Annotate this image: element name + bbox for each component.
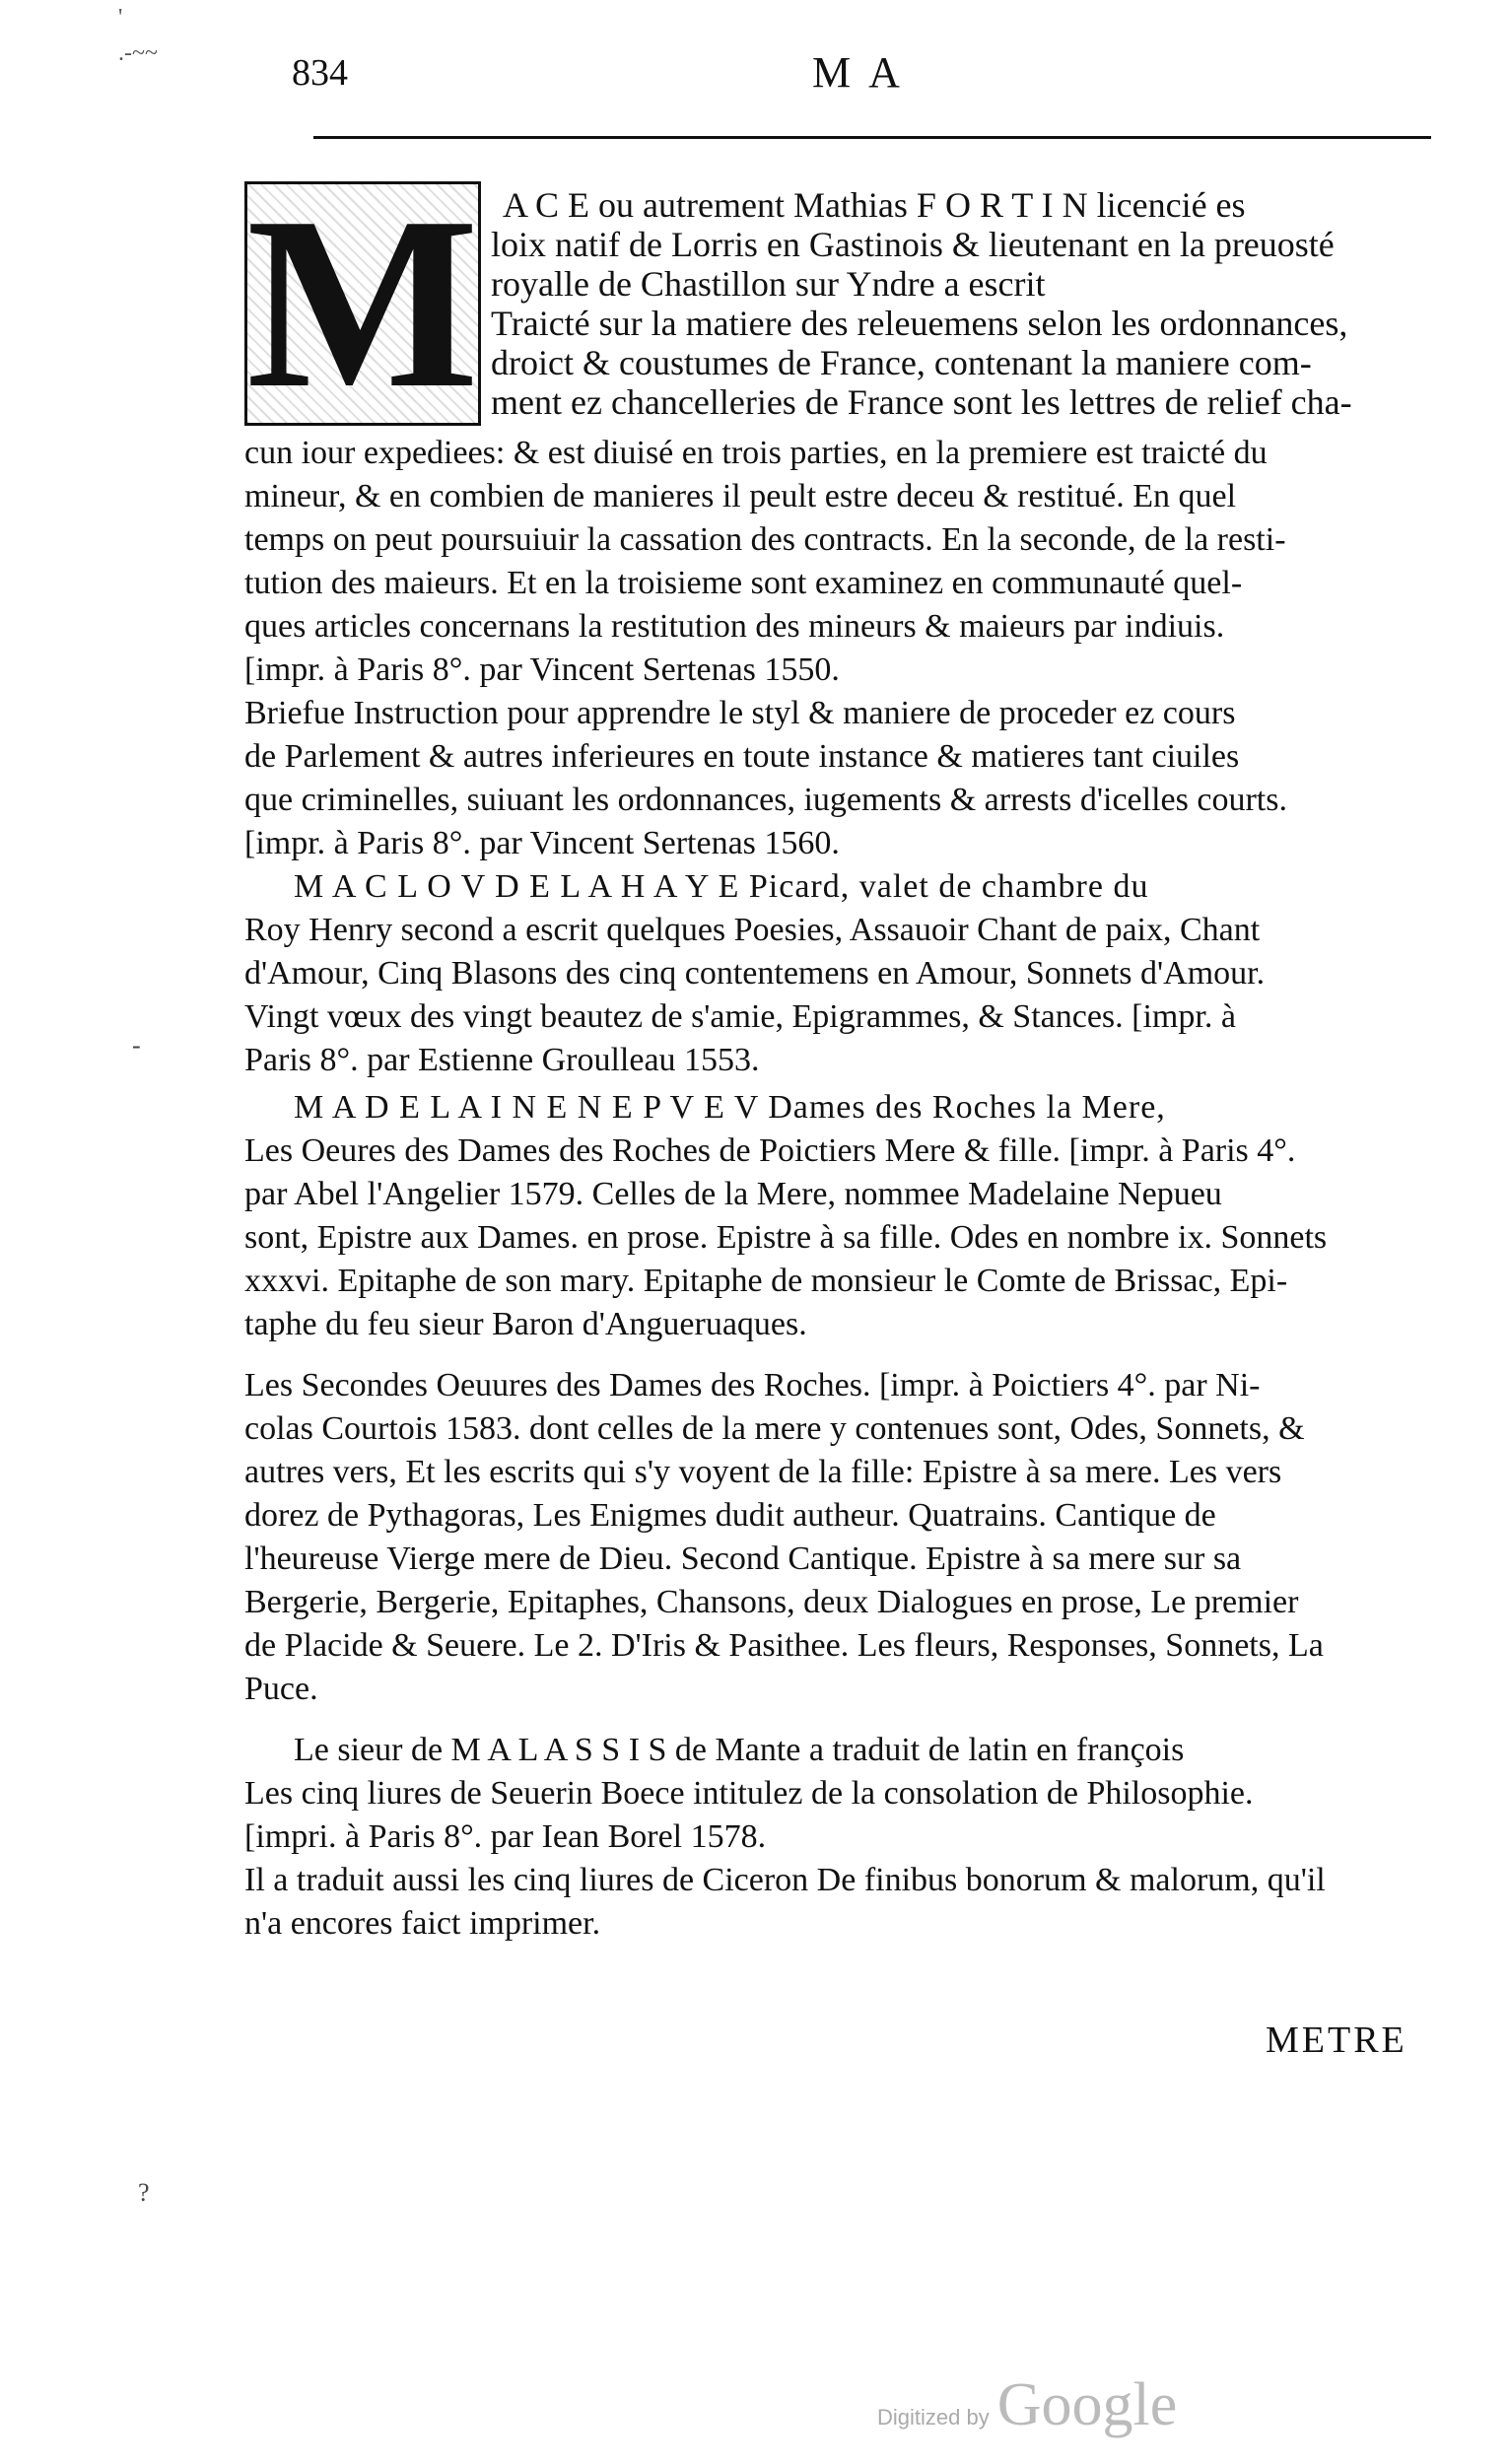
digitization-watermark <box>877 2370 1177 2440</box>
text-line: Roy Henry second a escrit quelques Poesies, Assauoir Chant de paix, Chant <box>244 912 1261 948</box>
text-line: par Abel l'Angelier 1579. Celles de la Mere, nommee Madelaine Nepueu <box>244 1176 1222 1212</box>
text-line: ques articles concernans la restitution des mineurs & maieurs par indiuis. <box>244 608 1225 645</box>
entry-heading-line: Le sieur de M A L A S S I S de Mante a traduit de latin en françois <box>294 1732 1185 1768</box>
stray-marks <box>118 0 158 71</box>
entry-heading-line: M A C L O V D E L A H A Y E Picard, valet de chambre du <box>294 868 1149 905</box>
text-line: dorez de Pythagoras, Les Enigmes dudit autheur. Quatrains. Cantique de <box>244 1497 1216 1534</box>
text-line: autres vers, Et les escrits qui s'y voyent de la fille: Epistre à sa mere. Les vers <box>244 1454 1282 1490</box>
text-line: taphe du feu sieur Baron d'Angueruaques. <box>244 1306 807 1342</box>
citation-line: [impr. à Paris 8°. par Vincent Sertenas 1550. <box>244 651 840 688</box>
text-line: n'a encores faict imprimer. <box>244 1905 601 1942</box>
citation-line: Paris 8°. par Estienne Groulleau 1553. <box>244 1042 760 1078</box>
catchword: METRE <box>1266 2019 1407 2061</box>
text-line: d'Amour, Cinq Blasons des cinq contentemens en Amour, Sonnets d'Amour. <box>244 955 1266 992</box>
drop-cap-letter: M <box>246 167 479 440</box>
text-line: Les Secondes Oeuures des Dames des Roches. [impr. à Poictiers 4°. par Ni- <box>244 1367 1261 1403</box>
margin-mark: ? <box>138 2178 150 2207</box>
text-line: Les cinq liures de Seuerin Boece intitulez de la consolation de Philosophie. <box>244 1775 1254 1812</box>
text-line: tution des maieurs. Et en la troisieme sont examinez en communauté quel- <box>244 565 1243 601</box>
text-line: A C E ou autrement Mathias F O R T I N licencié es <box>503 185 1246 225</box>
text-line: ment ez chancelleries de France sont les lettres de relief cha- <box>491 382 1352 422</box>
text-line: royalle de Chastillon sur Yndre a escrit <box>491 264 1046 304</box>
google-logo: Google <box>996 2371 1178 2438</box>
text-line: de Parlement & autres inferieures en toute instance & matieres tant ciuiles <box>244 738 1240 775</box>
text-line: Briefue Instruction pour apprendre le styl & maniere de proceder ez cours <box>244 695 1236 731</box>
citation-line: [impri. à Paris 8°. par Iean Borel 1578. <box>244 1818 767 1855</box>
running-head: MA <box>812 48 918 97</box>
header-rule <box>313 136 1431 139</box>
text-line: colas Courtois 1583. dont celles de la mere y contenues sont, Odes, Sonnets, & <box>244 1410 1305 1447</box>
text-line: de Placide & Seuere. Le 2. D'Iris & Pasithee. Les fleurs, Responses, Sonnets, La <box>244 1627 1324 1664</box>
margin-mark: - <box>132 1031 141 1060</box>
text-line: Traicté sur la matiere des releuemens selon les ordonnances, <box>491 304 1348 343</box>
text-line: que criminelles, suiuant les ordonnances, iugements & arrests d'icelles courts. <box>244 782 1287 818</box>
stray-mark: .-~~ <box>118 40 158 66</box>
text-line: mineur, & en combien de manieres il peult estre deceu & restitué. En quel <box>244 478 1237 514</box>
stray-mark: ' <box>118 5 123 31</box>
text-line: droict & coustumes de France, contenant la maniere com- <box>491 343 1312 382</box>
page-number: 834 <box>292 52 348 94</box>
watermark-prefix: Digitized by <box>877 2405 990 2430</box>
citation-line: [impr. à Paris 8°. par Vincent Sertenas 1560. <box>244 825 840 861</box>
entry-heading-line: M A D E L A I N E N E P V E V Dames des Roches la Mere, <box>294 1089 1166 1126</box>
text-line: Puce. <box>244 1671 318 1707</box>
text-line: Il a traduit aussi les cinq liures de Ciceron De finibus bonorum & malorum, qu'il <box>244 1862 1326 1898</box>
text-line: xxxvi. Epitaphe de son mary. Epitaphe de monsieur le Comte de Brissac, Epi- <box>244 1263 1288 1299</box>
text-line: cun iour expediees: & est diuisé en trois parties, en la premiere est traicté du <box>244 435 1268 471</box>
text-line: Les Oeures des Dames des Roches de Poictiers Mere & fille. [impr. à Paris 4°. <box>244 1132 1296 1169</box>
text-line: temps on peut poursuiuir la cassation des contracts. En la seconde, de la resti- <box>244 521 1286 558</box>
text-line: l'heureuse Vierge mere de Dieu. Second Cantique. Epistre à sa mere sur sa <box>244 1540 1242 1577</box>
ornamental-drop-cap <box>244 167 481 440</box>
text-line: Bergerie, Bergerie, Epitaphes, Chansons, deux Dialogues en prose, Le premier <box>244 1584 1299 1620</box>
text-line: loix natif de Lorris en Gastinois & lieutenant en la preuosté <box>491 225 1335 264</box>
text-line: sont, Epistre aux Dames. en prose. Epistre à sa fille. Odes en nombre ix. Sonnets <box>244 1219 1328 1256</box>
text-line: Vingt vœux des vingt beautez de s'amie, Epigrammes, & Stances. [impr. à <box>244 998 1236 1035</box>
